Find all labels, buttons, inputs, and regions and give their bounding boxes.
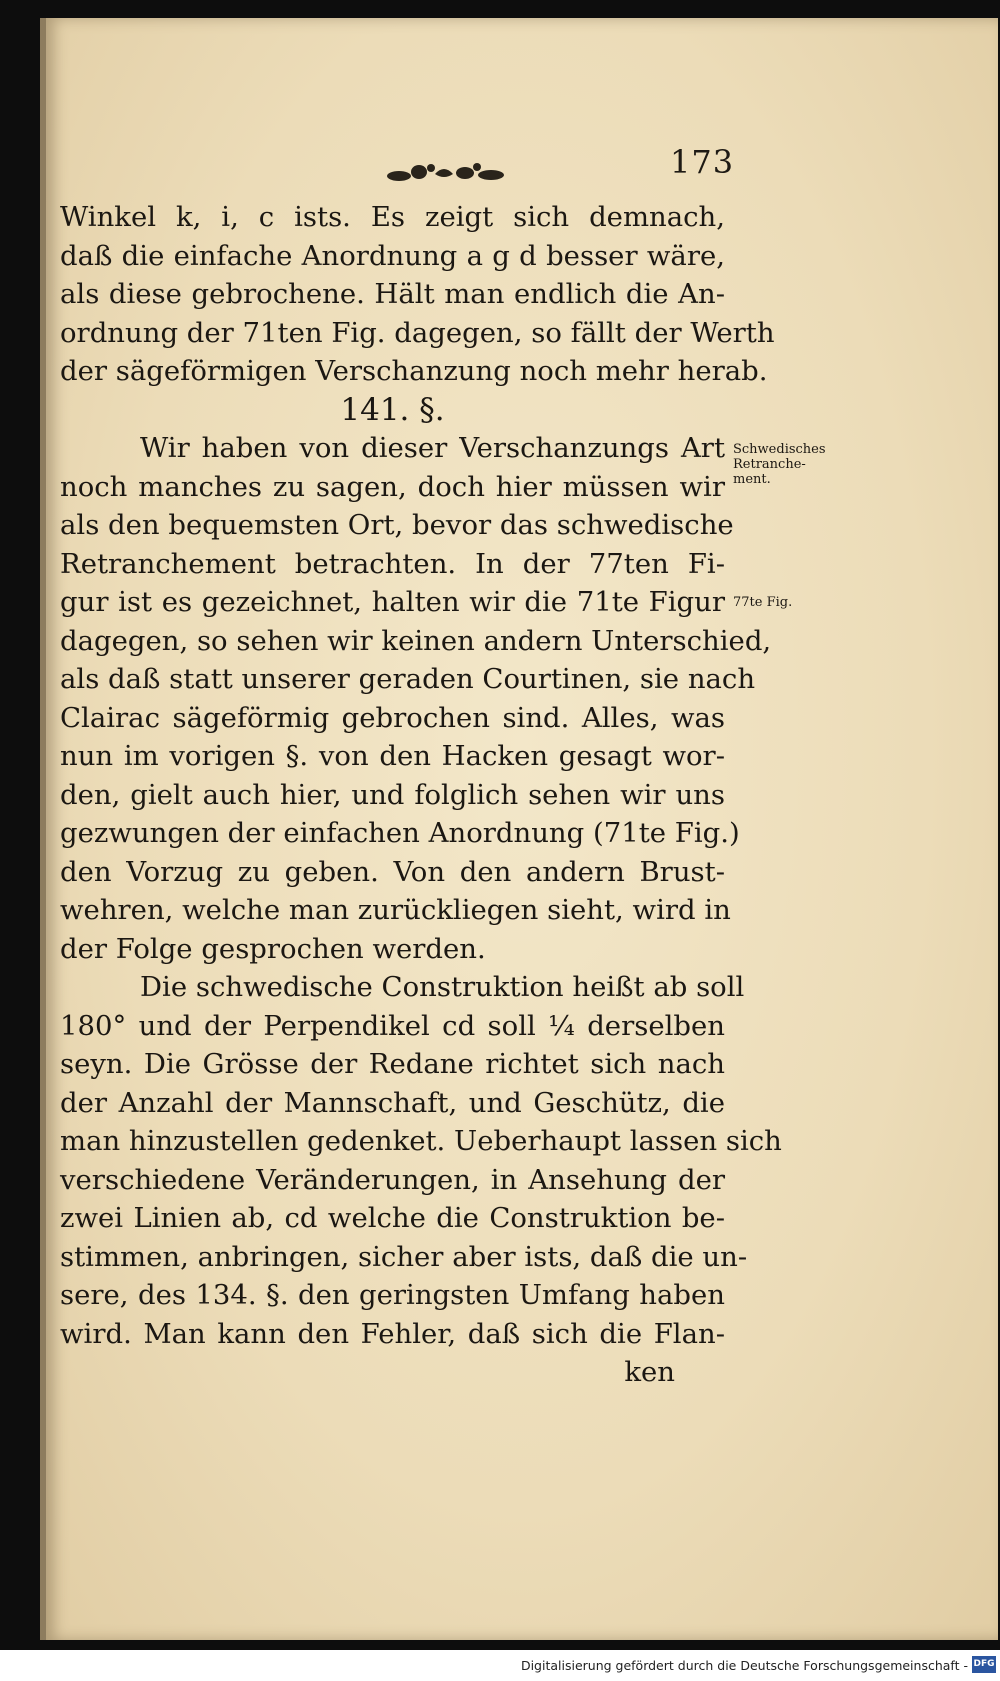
text-line: als den bequemsten Ort, bevor das schwedische <box>60 509 734 541</box>
text-line: wird. Man kann den Fehler, daß sich die Flan- <box>60 1317 725 1350</box>
text-line: der Anzahl der Mannschaft, und Geschütz, die <box>60 1086 725 1119</box>
text-line: stimmen, anbringen, sicher aber ists, daß die un- <box>60 1240 748 1273</box>
text-line: man hinzustellen gedenket. Ueberhaupt lassen sich <box>60 1125 782 1157</box>
text-line: dagegen, so sehen wir keinen andern Unterschied, <box>60 624 772 657</box>
text-line: ordnung der 71ten Fig. dagegen, so fällt der Werth <box>60 316 775 349</box>
text-line: wehren, welche man zurückliegen sieht, wird in <box>60 894 731 926</box>
text-line: Winkel k, i, c ists. Es zeigt sich demnach, <box>60 201 725 233</box>
text-line: nun im vorigen §. von den Hacken gesagt wor- <box>60 740 725 772</box>
text-line: zwei Linien ab, cd welche die Construktion be- <box>60 1202 725 1234</box>
text-line: als daß statt unserer geraden Courtinen, sie nach <box>60 663 756 695</box>
text-line: gur ist es gezeichnet, halten wir die 71te Figur <box>60 586 725 618</box>
dfg-logo-icon: DFG <box>972 1656 996 1673</box>
text-line: verschiedene Veränderungen, in Ansehung der <box>60 1163 725 1196</box>
page-number: 173 <box>670 143 735 181</box>
digitization-footer <box>0 1650 1000 1681</box>
text-line: seyn. Die Grösse der Redane richtet sich nach <box>60 1048 725 1080</box>
text-line: 180° und der Perpendikel cd soll ¼ derselben <box>60 1009 725 1042</box>
section-heading: 141. §. <box>340 391 445 428</box>
text-line: Wir haben von dieser Verschanzungs Art <box>140 432 725 464</box>
margin-note-line: ment. <box>733 472 771 487</box>
text-line: sere, des 134. §. den geringsten Umfang haben <box>60 1279 725 1311</box>
text-line: noch manches zu sagen, doch hier müssen wir <box>60 470 725 503</box>
text-line: daß die einfache Anordnung a g d besser wäre, <box>60 239 725 272</box>
text-line: der Folge gesprochen werden. <box>60 932 486 965</box>
ornament-icon <box>379 158 509 188</box>
margin-note-schwedisches <box>733 442 826 487</box>
text-line: den Vorzug zu geben. Von den andern Brust- <box>60 855 725 888</box>
text-line: der sägeförmigen Verschanzung noch mehr herab. <box>60 355 768 387</box>
catchword: ken <box>624 1356 675 1388</box>
text-line: gezwungen der einfachen Anordnung (71te Fig.) <box>60 817 740 849</box>
margin-note-line: Schwedisches <box>733 442 826 457</box>
margin-note-line: Retranche- <box>733 457 806 472</box>
text-line: den, gielt auch hier, und folglich sehen wir uns <box>60 778 725 811</box>
text-line: Clairac sägeförmig gebrochen sind. Alles, was <box>60 701 725 734</box>
text-line: Retranchement betrachten. In der 77ten Fi- <box>60 547 725 580</box>
margin-note-figure: 77te Fig. <box>733 595 793 610</box>
footer-credit: Digitalisierung gefördert durch die Deutsche Forschungsgemeinschaft - <box>520 1658 968 1673</box>
text-line: als diese gebrochene. Hält man endlich die An- <box>60 278 725 310</box>
text-line: Die schwedische Construktion heißt ab soll <box>140 971 745 1003</box>
